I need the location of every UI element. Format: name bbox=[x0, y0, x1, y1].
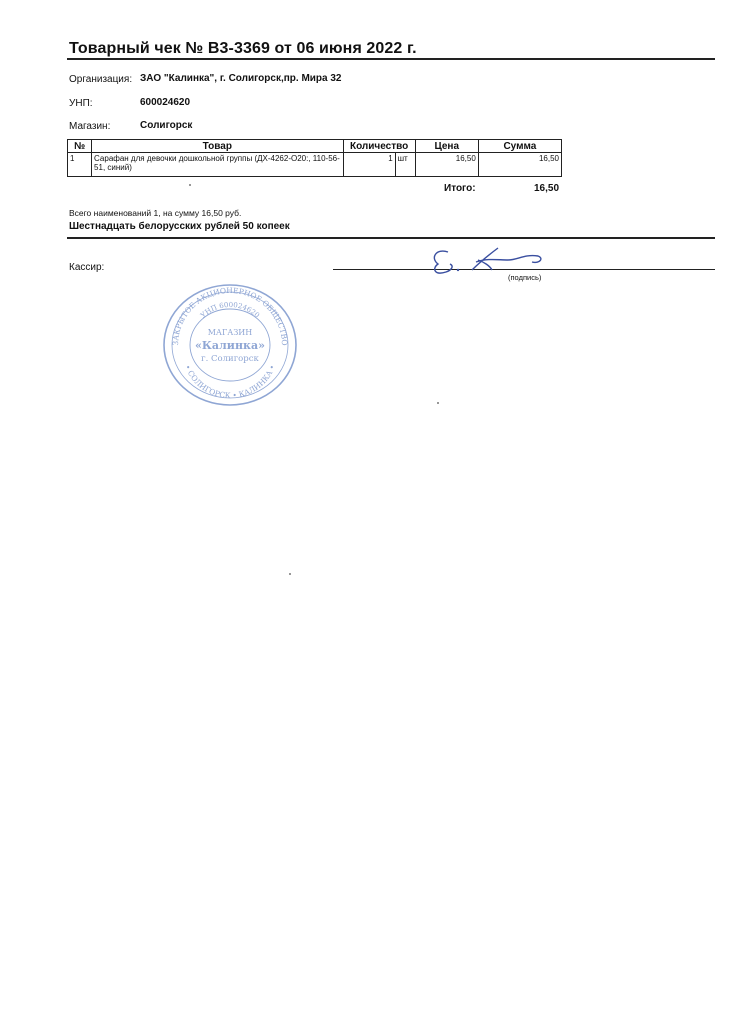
cashier-label: Кассир: bbox=[69, 262, 105, 273]
header-price: Цена bbox=[415, 140, 478, 153]
amount-in-words: Шестнадцать белорусских рублей 50 копеек bbox=[69, 221, 290, 232]
stamp-line1: МАГАЗИН bbox=[207, 328, 253, 337]
scan-speck bbox=[437, 402, 439, 404]
title-divider bbox=[67, 58, 715, 60]
signature-caption: (подпись) bbox=[508, 273, 542, 282]
header-no: № bbox=[68, 140, 92, 153]
shop-value: Солигорск bbox=[140, 120, 193, 131]
cell-sum: 16,50 bbox=[478, 153, 561, 177]
table-row bbox=[68, 153, 562, 177]
table-header-row bbox=[68, 140, 562, 153]
items-table bbox=[67, 139, 562, 177]
receipt-title: Товарный чек № В3-3369 от 06 июня 2022 г. bbox=[69, 40, 417, 57]
summary-line: Всего наименований 1, на сумму 16,50 руб. bbox=[69, 208, 242, 218]
company-stamp bbox=[160, 280, 300, 410]
shop-label: Магазин: bbox=[69, 121, 111, 132]
svg-text:УНП 600024620 bbox=[199, 301, 261, 320]
total-label: Итого: bbox=[444, 183, 476, 194]
footer-divider bbox=[67, 237, 715, 239]
handwritten-signature bbox=[428, 240, 548, 278]
stamp-line3: г. Солигорск bbox=[201, 354, 259, 364]
cell-item: Сарафан для девочки дошкольной группы (ДХ-4262-О20:, 110-56-51, синий) bbox=[92, 153, 344, 177]
unp-label: УНП: bbox=[69, 98, 93, 109]
cell-price: 16,50 bbox=[415, 153, 478, 177]
header-qty: Количество bbox=[343, 140, 415, 153]
cell-qty: 1 bbox=[343, 153, 395, 177]
scan-speck bbox=[189, 184, 191, 186]
unp-value: 600024620 bbox=[140, 97, 191, 108]
stamp-outer-text: ЗАКРЫТОЕ АКЦИОНЕРНОЕ ОБЩЕСТВО bbox=[170, 285, 290, 346]
cell-no: 1 bbox=[68, 153, 92, 177]
stamp-bottom-text: • СОЛИГОРСК • КАЛИНКА • bbox=[182, 363, 278, 401]
stamp-unp-text: УНП 600024620 bbox=[199, 300, 261, 320]
svg-text:• СОЛИГОРСК • КАЛИНКА • bbox=[183, 363, 277, 400]
total-value: 16,50 bbox=[534, 183, 560, 194]
cell-unit: шт bbox=[395, 153, 415, 177]
header-sum: Сумма bbox=[478, 140, 561, 153]
scan-speck bbox=[289, 573, 291, 575]
stamp-line2: «Калинка» bbox=[195, 339, 265, 352]
org-value: ЗАО "Калинка", г. Солигорск,пр. Мира 32 bbox=[140, 73, 342, 84]
header-item: Товар bbox=[92, 140, 344, 153]
org-label: Организация: bbox=[69, 74, 133, 85]
